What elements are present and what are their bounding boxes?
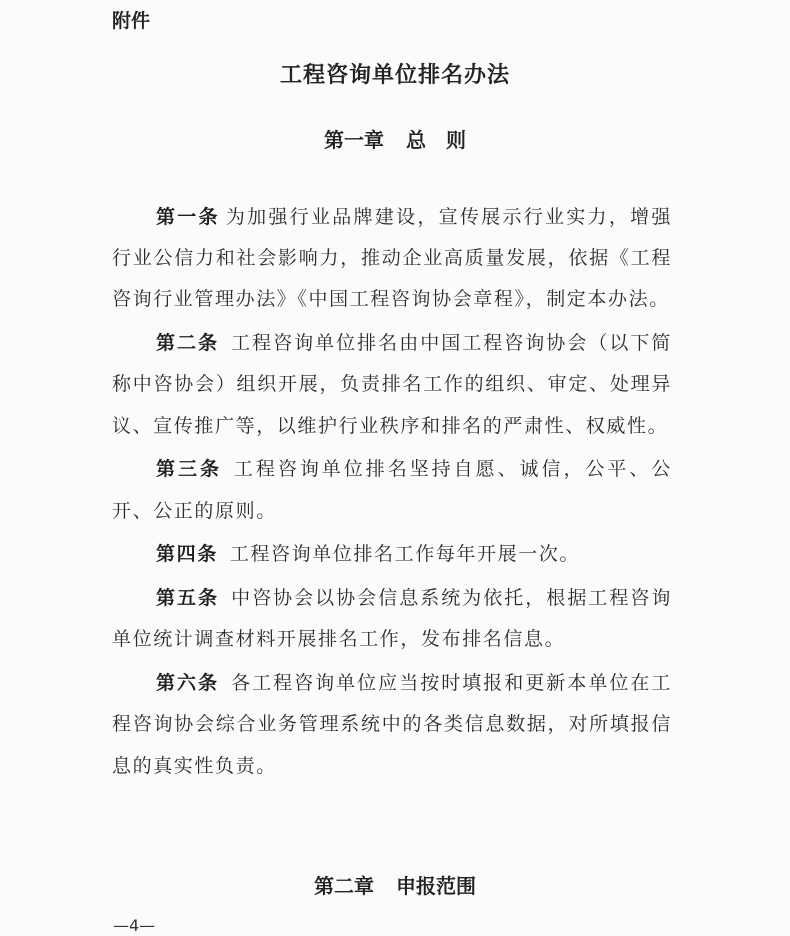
article-5-label: 第五条 bbox=[156, 587, 220, 610]
article-3-text: 工程咨询单位排名坚持自愿、诚信，公平、公开、公正的原则。 bbox=[112, 458, 672, 522]
article-5-text: 中咨协会以协会信息系统为依托，根据工程咨询单位统计调查材料开展排名工作，发布排名信息。 bbox=[112, 587, 672, 651]
article-1-text: 为加强行业品牌建设，宣传展示行业实力，增强行业公信力和社会影响力，推动企业高质量发展，依据《工程咨询行业管理办法》《中国工程咨询协会章程》，制定本办法。 bbox=[112, 206, 672, 311]
article-5 bbox=[112, 578, 672, 660]
chapter-2-name: 申报范围 bbox=[396, 874, 476, 898]
document-title: 工程咨询单位排名办法 bbox=[279, 63, 510, 88]
article-3-label: 第三条 bbox=[156, 458, 222, 481]
article-4-label: 第四条 bbox=[156, 543, 218, 566]
article-4-text: 工程咨询单位排名工作每年开展一次。 bbox=[229, 543, 581, 566]
chapter-1-body bbox=[112, 197, 672, 789]
article-1 bbox=[112, 197, 672, 321]
article-1-label: 第一条 bbox=[156, 206, 220, 228]
attachment-label: 附件 bbox=[112, 10, 151, 32]
article-6-text: 各工程咨询单位应当按时填报和更新本单位在工程咨询协会综合业务管理系统中的各类信息数据，对所填报信息的真实性负责。 bbox=[112, 672, 672, 777]
article-3 bbox=[112, 449, 672, 531]
article-2 bbox=[112, 323, 672, 447]
chapter-1-number: 第一章 bbox=[324, 128, 384, 152]
article-4 bbox=[112, 534, 672, 575]
chapter-1-heading bbox=[0, 124, 790, 153]
article-2-label: 第二条 bbox=[156, 332, 220, 355]
page-number: —4— bbox=[113, 916, 156, 935]
chapter-2-number: 第二章 bbox=[314, 874, 374, 898]
article-6 bbox=[112, 663, 672, 787]
chapter-2-heading bbox=[0, 870, 790, 899]
chapter-1-name: 总 则 bbox=[406, 128, 466, 152]
article-2-text: 工程咨询单位排名由中国工程咨询协会（以下简称中咨协会）组织开展，负责排名工作的组织、审定、处理异议、宣传推广等，以维护行业秩序和排名的严肃性、权威性。 bbox=[112, 332, 672, 437]
article-6-label: 第六条 bbox=[156, 672, 220, 695]
